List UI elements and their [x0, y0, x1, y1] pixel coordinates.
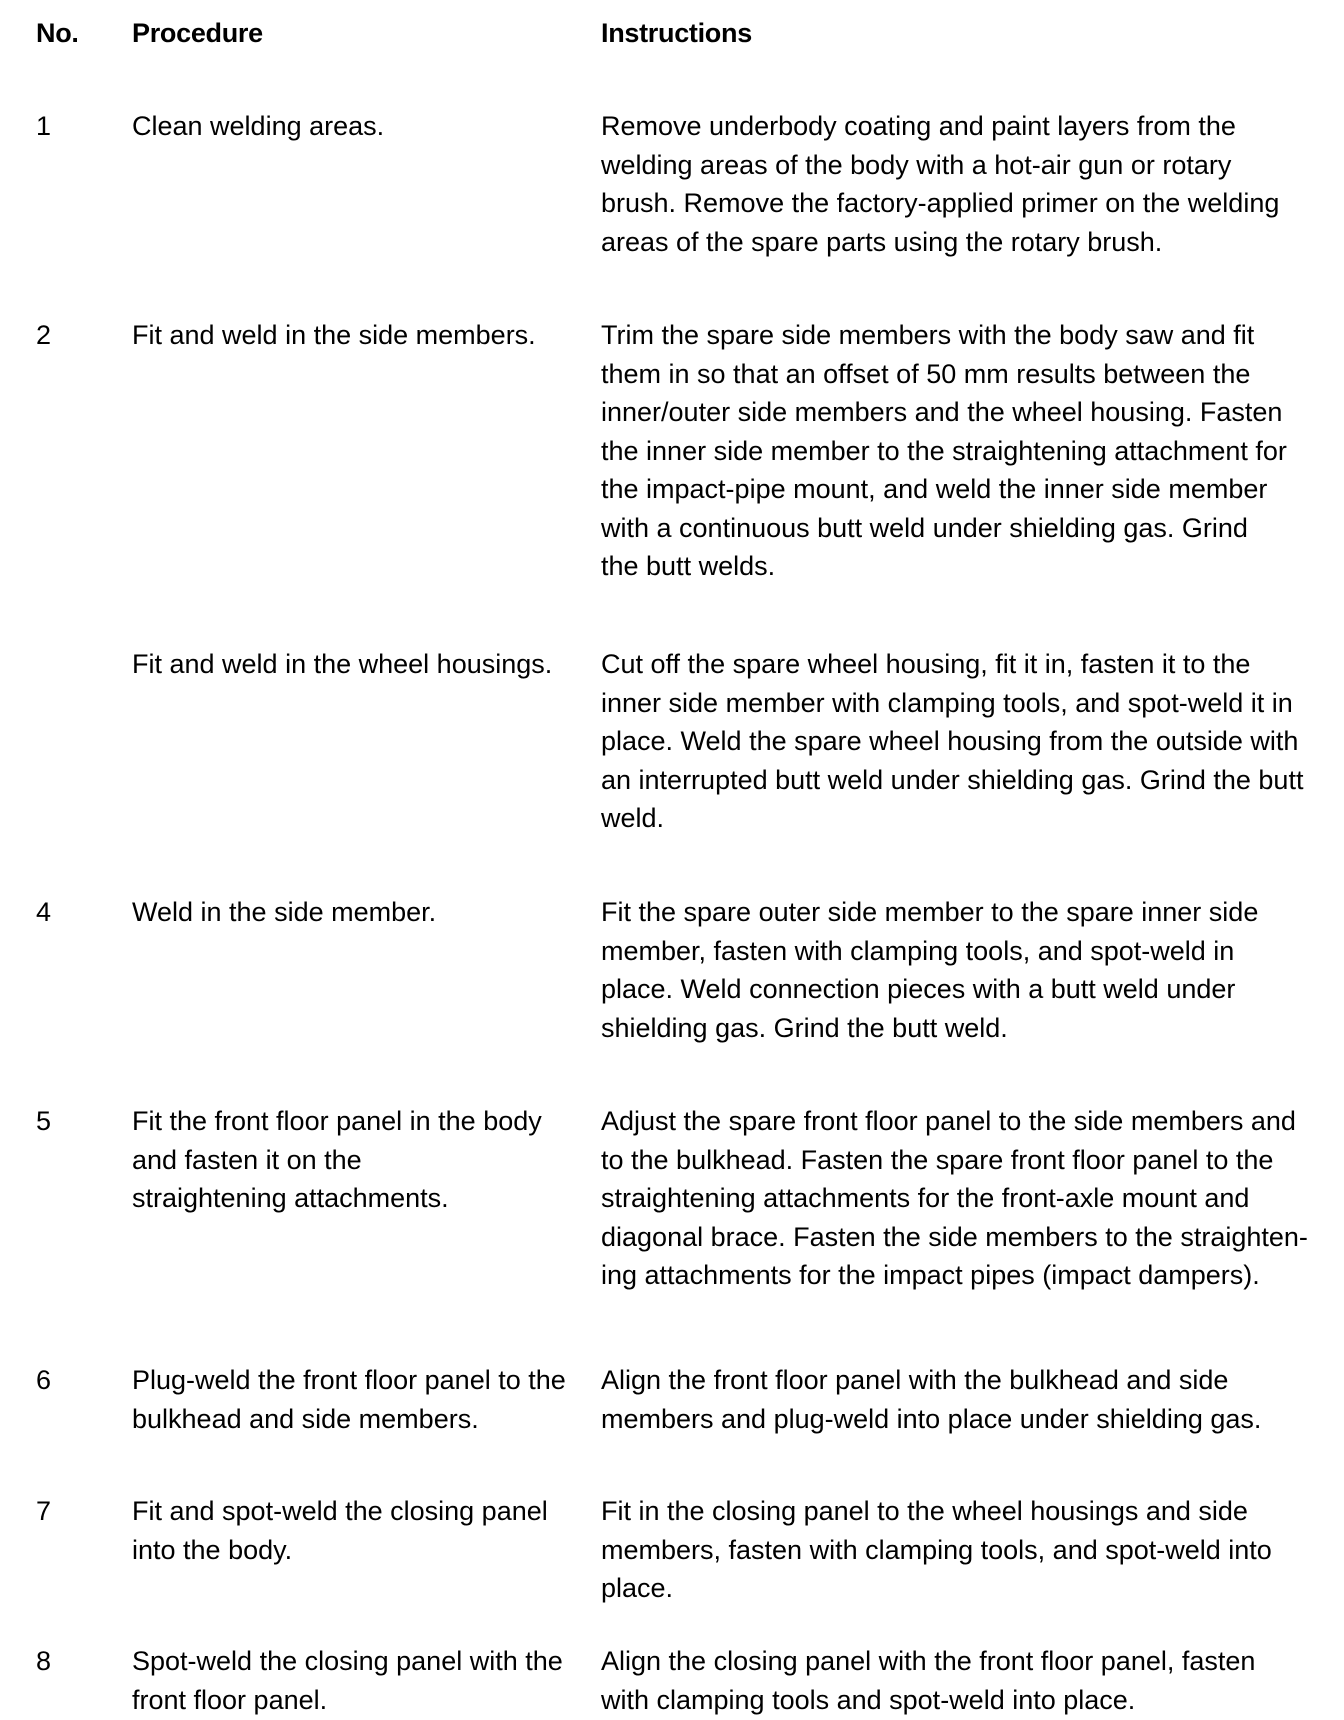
row-4-instructions: Fit the spare outer side member to the spare inner side member, fasten with clamping tools, and spot-weld in place. Weld connection pieces with a butt weld under shielding gas. Grind the butt weld.: [601, 897, 1259, 1043]
row-5-instructions: Adjust the spare front floor panel to the side members and to the bulkhead. Fasten the spare front floor panel to the straightening attachments for the front-axle mount and diagonal brace. Fasten the side members to the straighten- ing attachments for the impact pipes (impact dampers).: [601, 1106, 1308, 1290]
row-1-procedure: Clean welding areas.: [132, 111, 385, 141]
row-7-procedure: Fit and spot-weld the closing panel into the body.: [132, 1496, 548, 1565]
row-4-procedure: Weld in the side member.: [132, 897, 437, 927]
row-7-number: 7: [36, 1496, 52, 1526]
header-no: No.: [36, 18, 79, 48]
row-5-procedure: Fit the front floor panel in the body and fasten it on the straightening attachments.: [132, 1106, 542, 1213]
row-1-instructions: Remove underbody coating and paint layers from the welding areas of the body with a hot-air gun or rotary brush. Remove the factory-applied primer on the welding areas of the spare parts using the rotary brush.: [601, 111, 1280, 257]
row-2-procedure: Fit and weld in the side members.: [132, 320, 536, 350]
row-8-instructions: Align the closing panel with the front floor panel, fasten with clamping tools and spot-weld into place.: [601, 1646, 1256, 1715]
row-6-instructions: Align the front floor panel with the bulkhead and side members and plug-weld into place under shielding gas.: [601, 1365, 1262, 1434]
row-8-number: 8: [36, 1646, 52, 1676]
row-8-procedure: Spot-weld the closing panel with the front floor panel.: [132, 1646, 563, 1715]
row-2-instructions: Trim the spare side members with the body saw and fit them in so that an offset of 50 mm results between the inner/outer side members and the wheel housing. Fasten the inner side member to the straightening attachment for the impact-pipe mount, and weld the inner side member with a continuous butt weld under shielding gas. Grind the butt welds.: [601, 320, 1287, 581]
row-3-procedure: Fit and weld in the wheel housings.: [132, 649, 553, 679]
row-3-instructions: Cut off the spare wheel housing, fit it in, fasten it to the inner side member with clamping tools, and spot-weld it in place. Weld the spare wheel housing from the outside with an interrupted butt weld under shielding gas. Grind the butt weld.: [601, 649, 1304, 833]
row-4-number: 4: [36, 897, 52, 927]
row-1-number: 1: [36, 111, 52, 141]
row-6-procedure: Plug-weld the front floor panel to the bulkhead and side members.: [132, 1365, 566, 1434]
row-6-number: 6: [36, 1365, 52, 1395]
row-5-number: 5: [36, 1106, 52, 1136]
row-7-instructions: Fit in the closing panel to the wheel housings and side members, fasten with clamping tools, and spot-weld into place.: [601, 1496, 1272, 1603]
header-instructions: Instructions: [601, 18, 752, 48]
header-procedure: Procedure: [132, 18, 263, 48]
row-2-number: 2: [36, 320, 52, 350]
